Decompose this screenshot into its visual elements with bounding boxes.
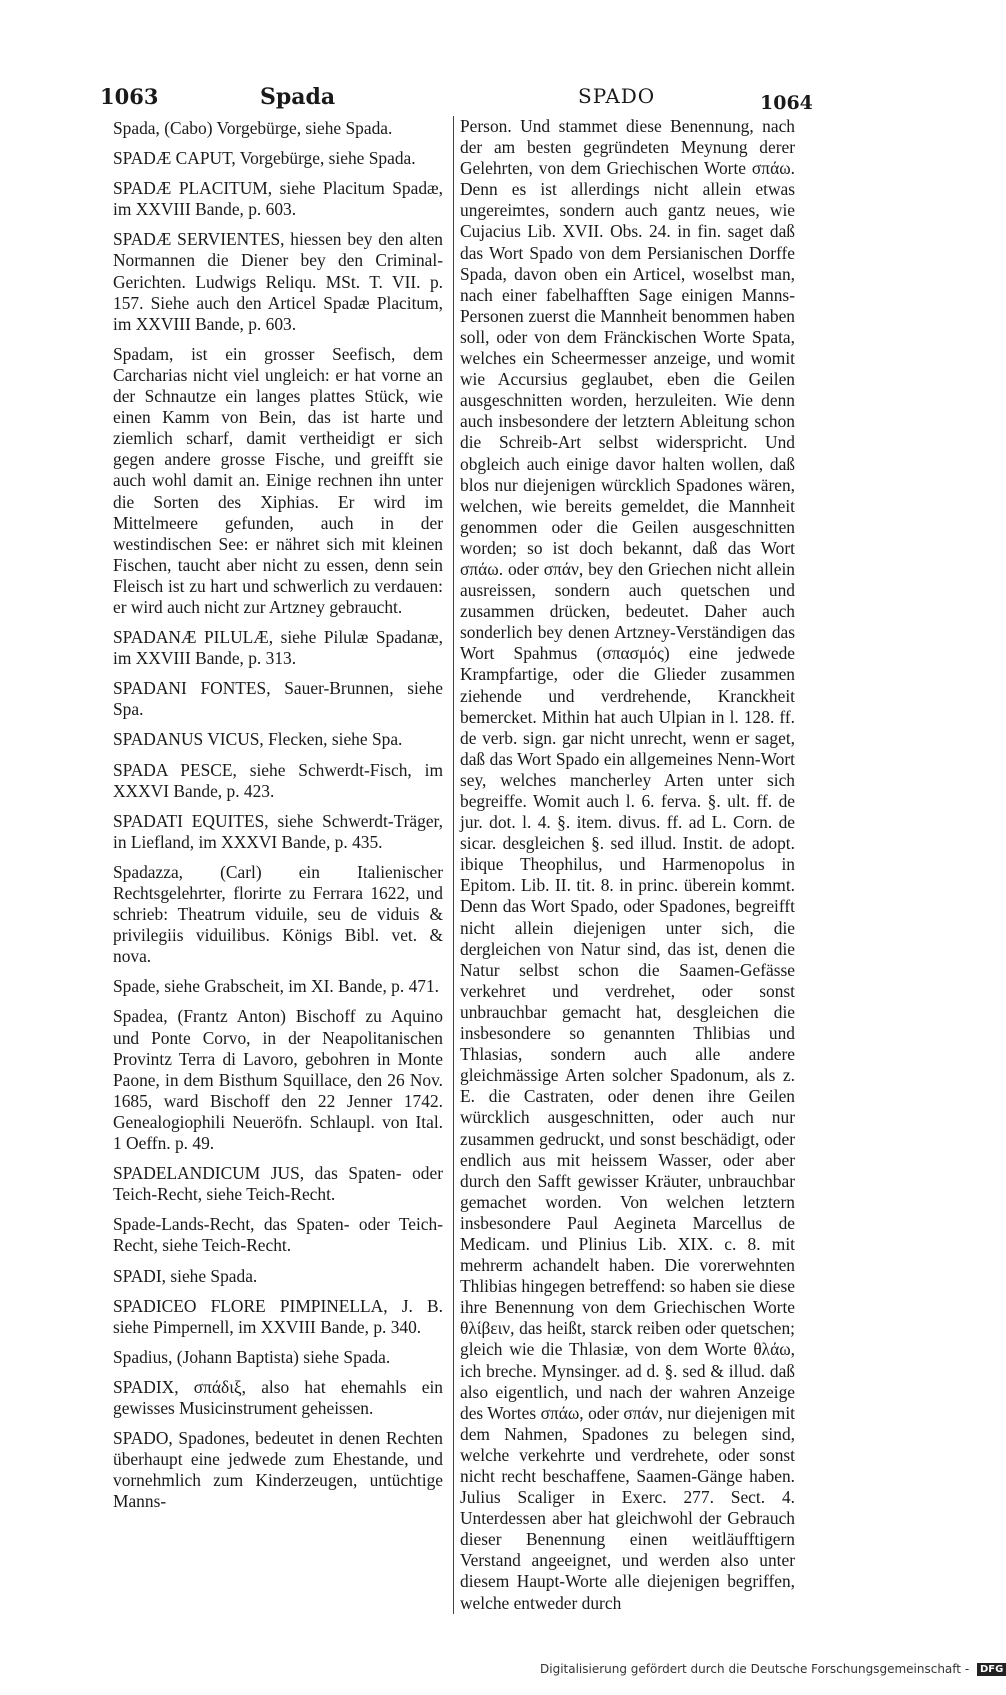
dictionary-entry: Spadazza, (Carl) ein Italienischer Rechtsgelehrter, florirte zu Ferrara 1622, und schrieb: Theatrum viduile, seu de viduis & privilegiis viduilibus. Königs Bibl. vet. & nova. <box>113 861 443 967</box>
dictionary-entry: SPADANÆ PILULÆ, siehe Pilulæ Spadanæ, im XXVIII Bande, p. 313. <box>113 627 443 669</box>
dictionary-entry: SPADO, Spadones, bedeutet in denen Rechten überhaupt eine jedwede zum Ehestande, und vornehmlich zum Kinderzeugen, untüchtige Manns- <box>113 1428 443 1512</box>
body-paragraph: Person. Und stammet diese Benennung, nach der am besten gegründeten Meynung derer Gelehrten, von dem Griechischen Worte σπάω. Denn es ist allerdings nicht allein etwas ungereimtes, sondern auch gantz neues, wie Cujacius Lib. XVII. Obs. 24. in fin. saget daß das Wort Spado von dem Persianischen Dorffe Spada, davon oben ein Articel, woselbst man, nach einer fabelhafften Sage einigen Manns-Personen zuerst die Mannheit benommen haben soll, oder von dem Fränckischen Worte Spata, welches ein Scheermesser anzeige, und womit wie Accursius geglaubet, eben die Geilen ausgeschnitten worden, herzuleiten. Wie denn auch insbesondere der letztern Ableitung schon die Schreib-Art selbst widerspricht. Und obgleich auch einige davor halten wollen, daß blos nur diejenigen würcklich Spadones wären, welchen, wie bereits gemeldet, die Mannheit genommen oder die Geilen ausgeschnitten worden; so ist doch bekannt, daß das Wort σπάω. oder σπάν, bey den Griechen nicht allein ausreissen, sondern auch quetschen und zusammen drücken, bedeutet. Daher auch sonderlich bey denen Artzney-Verständigen das Wort Spahmus (σπασμός) eine jedwede Krampfartige, oder die Glieder zusammen ziehende und verdrehende, Kranckheit bemercket. Mithin hat auch Ulpian in l. 128. ff. de verb. sign. gar nicht unrecht, wenn er saget, daß das Wort Spado ein allgemeines Nenn-Wort sey, welches mancherley Arten unter sich begreiffe. Womit auch l. 6. ferva. §. ult. ff. de jur. dot. l. 4. §. item. divus. ff. ad L. Corn. de sicar. desgleichen §. sed illud. Instit. de adopt. ibique Theophilus, und Harmenopolus in Epitom. Lib. II. tit. 8. in princ. überein kommt. Denn das Wort Spado, oder Spadones, begreifft nicht allein diejenigen unter sich, die dergleichen von Natur sind, das ist, denen die Natur selbst schon die Saamen-Gefässe verkehret und verdrehet, oder sonst unbrauchbar gemacht hat, desgleichen die insbesondere so genannten Thlibias und Thlasias, sondern auch alle andere gleichmässige Arten solcher Spadonum, als z. E. die Castraten, oder denen ihre Geilen würcklich ausgeschnitten, oder auch nur zusammen gedruckt, und sonst beschädigt, oder endlich aus mit heissem Wasser, oder aber durch den Safft gewisser Kräuter, unbrauchbar gemachet worden. Von welchen letztern insbesondere Paul Aegineta Marcellus de Medicam. und Plinius Lib. XIX. c. 8. mit mehrerm achandelt haben. Die vorerwehnten Thlibias hingegen betreffend: so haben sie diese ihre Benennung von dem Griechischen Worte θλίβειν, das heißt, starck reiben oder quetschen; gleich wie die Thlasiæ, von dem Worte θλάω, ich breche. Mynsinger. ad d. §. sed & illud. daß also eigentlich, und nach der wahren Anzeige des Wortes σπάω, oder σπάν, nur diejenigen mit dem Nahmen, Spadones zu belegen sind, welche verkehrte und verdrehete, oder sonst nicht recht beschaffene, Saamen-Gänge haben. Julius Scaliger in Exerc. 277. Sect. 4. Unterdessen aber hat gleichwohl der Gebrauch dieser Benennung einen weitläufftigern Verstand angeeignet, und werden also unter diesem Haupt-Worte alle diejenigen begriffen, welche entweder durch <box>460 116 795 1613</box>
dictionary-entry: SPADIX, σπάδιξ, also hat ehemahls ein gewisses Musicinstrument geheissen. <box>113 1376 443 1418</box>
footer-credit: Digitalisierung gefördert durch die Deutsche Forschungsgemeinschaft - <box>540 1662 970 1676</box>
dictionary-entry: SPADA PESCE, siehe Schwerdt-Fisch, im XXXVI Bande, p. 423. <box>113 759 443 801</box>
right-column <box>453 116 795 1614</box>
page-number-left: 1063 <box>100 84 159 109</box>
dictionary-entry: SPADATI EQUITES, siehe Schwerdt-Träger, in Liefland, im XXXVI Bande, p. 435. <box>113 810 443 852</box>
running-headword-left: Spada <box>260 84 336 110</box>
dictionary-entry: SPADANUS VICUS, Flecken, siehe Spa. <box>113 729 403 750</box>
dictionary-entry: SPADICEO FLORE PIMPINELLA, J. B. siehe Pimpernell, im XXVIII Bande, p. 340. <box>113 1295 443 1337</box>
digitization-footer <box>540 1662 1004 1682</box>
dictionary-entry: SPADELANDICUM JUS, das Spaten- oder Teich-Recht, siehe Teich-Recht. <box>113 1163 443 1205</box>
dictionary-entry: Spadam, ist ein grosser Seefisch, dem Carcharias nicht viel ungleich: er hat vorne an der Schnautze ein langes plattes Stück, wie einen Kamm von Bein, das ist harte und ziemlich scharf, damit vertheidigt er sich gegen andere grosse Fische, und greifft sie auch wohl damit an. Einige rechnen ihn unter die Sorten des Xiphias. Er wird im Mittelmeere gefunden, auch in der westindischen See: er nähret sich mit kleinen Fischen, taucht aber nicht zu essen, denn sein Fleisch ist zu hart und schwerlich zu verdauen: er wird auch nicht zur Artzney gebraucht. <box>113 343 443 617</box>
dictionary-entry: Spadea, (Frantz Anton) Bischoff zu Aquino und Ponte Corvo, in der Neapolitanischen Provintz Terra di Lavoro, gebohren in Monte Paone, in dem Bisthum Squillace, den 26 Nov. 1685, ward Bischoff den 22 Jenner 1742. Genealogiophili Neueröfn. Schlaupl. von Ital. 1 Oeffn. p. 49. <box>113 1006 443 1154</box>
dictionary-entry: SPADI, siehe Spada. <box>113 1265 258 1286</box>
page-header <box>100 84 860 120</box>
dfg-logo: DFG <box>977 1663 1006 1676</box>
dictionary-entry: SPADÆ SERVIENTES, hiessen bey den alten Normannen die Diener bey den Criminal-Gerichten. Ludwigs Reliqu. MSt. T. VII. p. 157. Siehe auch den Articel Spadæ Placitum, im XXVIII Bande, p. 603. <box>113 229 443 334</box>
left-column <box>113 118 443 1521</box>
dictionary-entry: SPADÆ CAPUT, Vorgebürge, siehe Spada. <box>113 148 416 169</box>
dictionary-entry: SPADANI FONTES, Sauer-Brunnen, siehe Spa. <box>113 678 443 720</box>
dictionary-entry: SPADÆ PLACITUM, siehe Placitum Spadæ, im XXVIII Bande, p. 603. <box>113 178 443 220</box>
dictionary-entry: Spada, (Cabo) Vorgebürge, siehe Spada. <box>113 118 393 138</box>
running-headword-right: SPADO <box>578 84 656 108</box>
dictionary-entry: Spadius, (Johann Baptista) siehe Spada. <box>113 1346 391 1367</box>
page-number-right: 1064 <box>760 92 813 114</box>
dictionary-entry: Spade, siehe Grabscheit, im XI. Bande, p. 471. <box>113 976 439 997</box>
dictionary-entry: Spade-Lands-Recht, das Spaten- oder Teich-Recht, siehe Teich-Recht. <box>113 1214 443 1256</box>
